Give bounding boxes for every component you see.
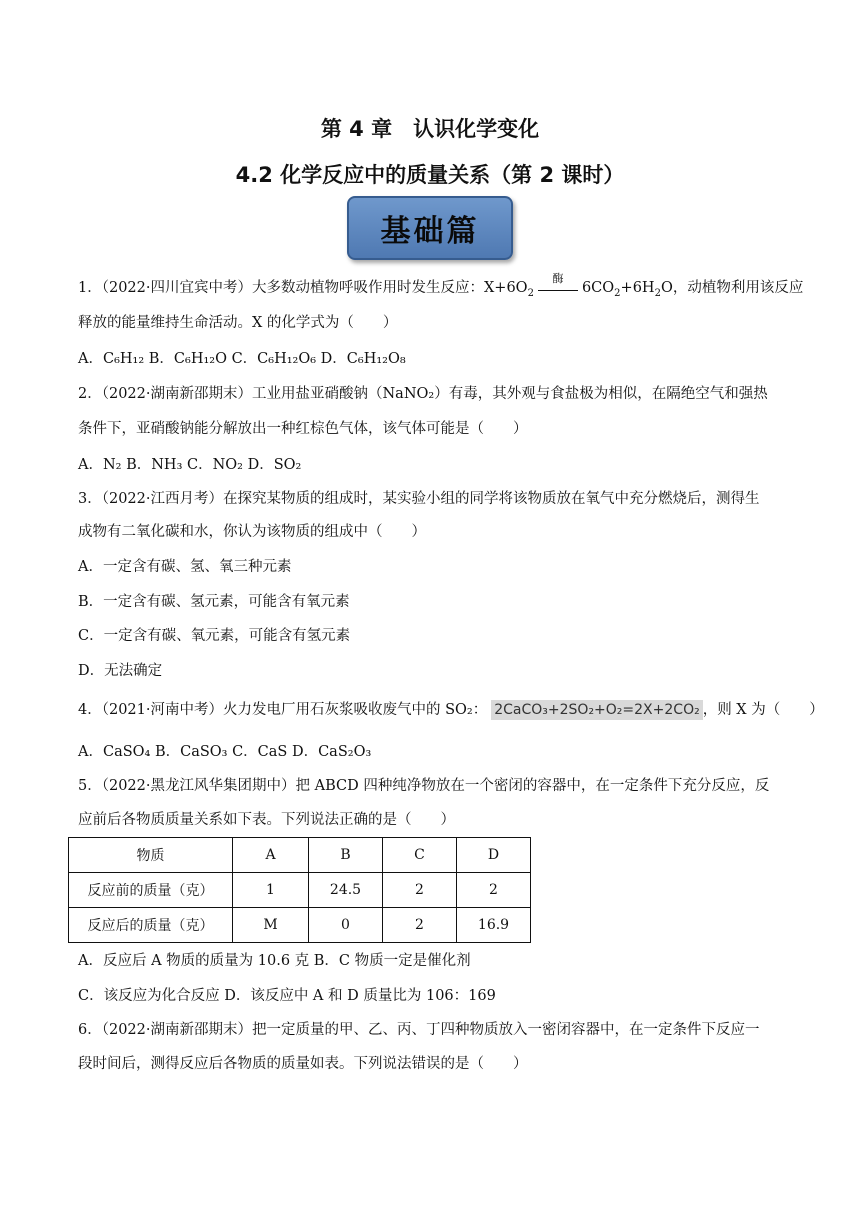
mass-table [68, 837, 531, 943]
table-cell: 反应前的质量（克） [69, 873, 233, 908]
table-cell: 16.9 [457, 908, 531, 943]
q1-text-a: 1．（2022·四川宜宾中考）大多数动植物呼吸作用时发生反应：X+6O [78, 280, 528, 296]
table-header-cell: A [233, 838, 309, 873]
q1-text-d: O，动植物利用该反应 [660, 280, 804, 296]
table-cell: 2 [383, 873, 457, 908]
table-header-cell: 物质 [69, 838, 233, 873]
table-cell: 0 [309, 908, 383, 943]
table-row [69, 908, 531, 943]
q4-options: A．CaSO₄ B．CaSO₃ C．CaS D．CaS₂O₃ [78, 744, 372, 760]
table-header-row [69, 838, 531, 873]
q2-line1: 2．（2022·湖南新邵期末）工业用盐亚硝酸钠（NaNO₂）有毒，其外观与食盐极为相似，在隔绝空气和强热 [78, 386, 768, 402]
q3-line1: 3．（2022·江西月考）在探究某物质的组成时，某实验小组的同学将该物质放在氧气中充分燃烧后，测得生 [78, 491, 760, 507]
q3-option-d: D．无法确定 [78, 663, 163, 679]
table-header-cell: C [383, 838, 457, 873]
table-cell: 24.5 [309, 873, 383, 908]
q3-option-a: A．一定含有碳、氢、氧三种元素 [78, 559, 292, 575]
q1-sub-co2: 2 [614, 287, 621, 299]
section-title: 4.2 化学反应中的质量关系（第 2 课时） [235, 163, 625, 187]
q4-text-a: 4．（2021·河南中考）火力发电厂用石灰浆吸收废气中的 SO₂： [78, 702, 488, 718]
q1-options: A．C₆H₁₂ B．C₆H₁₂O C．C₆H₁₂O₆ D．C₆H₁₂O₈ [78, 351, 406, 367]
table-header-cell: D [457, 838, 531, 873]
q2-options: A．N₂ B．NH₃ C．NO₂ D．SO₂ [78, 457, 302, 473]
q3-option-b: B．一定含有碳、氢元素，可能含有氧元素 [78, 594, 350, 610]
q3-option-c: C．一定含有碳、氧元素，可能含有氢元素 [78, 628, 351, 644]
table-header-cell: B [309, 838, 383, 873]
q4-line1 [78, 700, 824, 720]
q5-line2: 应前后各物质质量关系如下表。下列说法正确的是（ ） [78, 812, 455, 828]
chapter-title: 第 4 章 认识化学变化 [320, 117, 540, 141]
q1-sub-o2: 2 [527, 287, 534, 299]
q1-line1 [78, 272, 804, 304]
level-badge: 基础篇 [347, 196, 513, 260]
table-row [69, 873, 531, 908]
table-cell: 2 [457, 873, 531, 908]
q6-line1: 6．（2022·湖南新邵期末）把一定质量的甲、乙、丙、丁四种物质放入一密闭容器中，在一定条件下反应一 [78, 1022, 760, 1038]
q1-text-c: +6H [620, 280, 655, 296]
q5-line1: 5．（2022·黑龙江风华集团期中）把 ABCD 四种纯净物放在一个密闭的容器中，在一定条件下充分反应，反 [78, 778, 770, 794]
q6-line2: 段时间后，测得反应后各物质的质量如表。下列说法错误的是（ ） [78, 1056, 528, 1072]
table-cell: M [233, 908, 309, 943]
table-cell: 反应后的质量（克） [69, 908, 233, 943]
q2-line2: 条件下，亚硝酸钠能分解放出一种红棕色气体，该气体可能是（ ） [78, 421, 528, 437]
q5-options-ab: A．反应后 A 物质的质量为 10.6 克 B．C 物质一定是催化剂 [78, 953, 471, 969]
q1-condition: 酶 [552, 272, 564, 285]
q4-text-b: ，则 X 为（ ） [702, 702, 824, 718]
q1-text-b: 6CO [581, 280, 615, 296]
reaction-arrow [538, 272, 578, 295]
q1-sub-h2o: 2 [654, 287, 661, 299]
table-cell: 2 [383, 908, 457, 943]
q3-line2: 成物有二氧化碳和水，你认为该物质的组成中（ ） [78, 524, 426, 540]
table-cell: 1 [233, 873, 309, 908]
q4-equation-image: 2CaCO₃+2SO₂+O₂=2X+2CO₂ [491, 700, 702, 720]
q1-line2: 释放的能量维持生命活动。X 的化学式为（ ） [78, 315, 398, 331]
q5-options-cd: C．该反应为化合反应 D．该反应中 A 和 D 质量比为 106：169 [78, 988, 496, 1004]
